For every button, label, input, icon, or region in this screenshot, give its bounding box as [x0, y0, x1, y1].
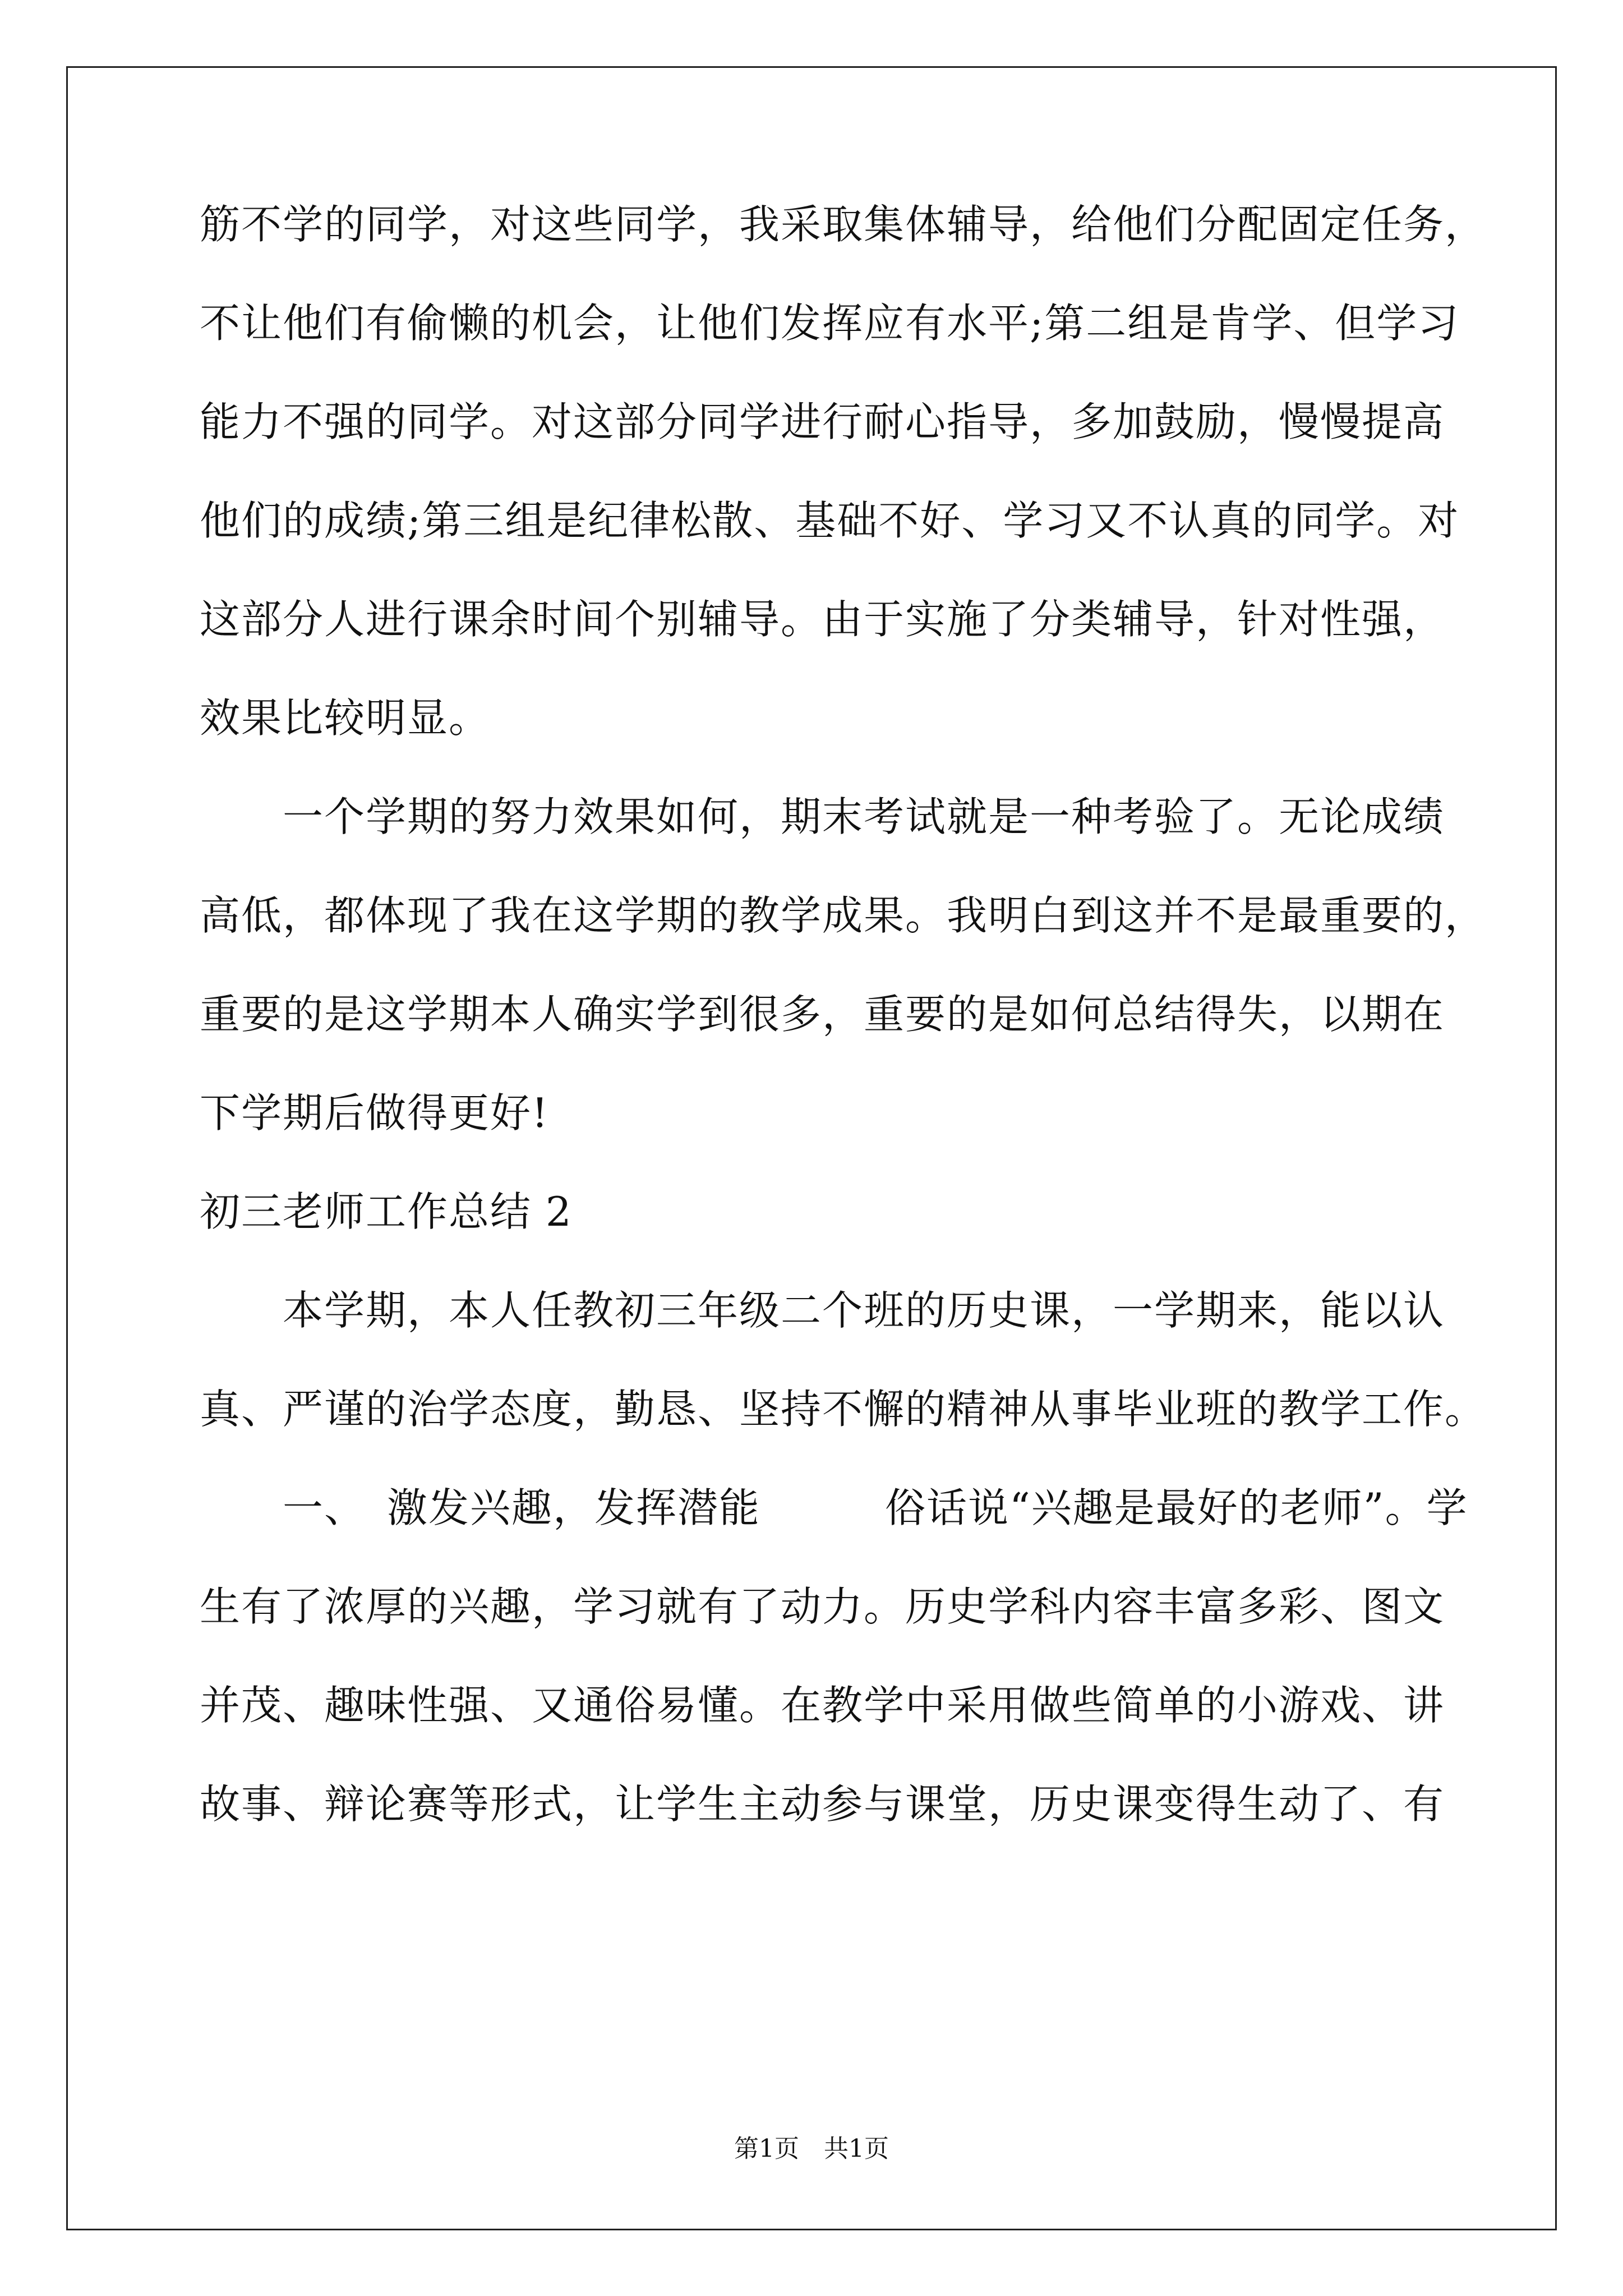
body-line: 筋不学的同学，对这些同学，我采取集体辅导，给他们分配固定任务， [200, 201, 1487, 248]
body-line: 效果比较明显。 [200, 694, 491, 742]
body-line: 能力不强的同学。对这部分同学进行耐心指导，多加鼓励，慢慢提高 [200, 398, 1445, 445]
body-line: 一、 激发兴趣，发挥潜能 俗话说“兴趣是最好的老师”。学 [200, 1484, 1468, 1531]
body-line: 下学期后做得更好! [200, 1089, 549, 1137]
body-line: 一个学期的努力效果如何，期末考试就是一种考验了。无论成绩 [200, 793, 1445, 840]
page-number-footer: 第1页 共1页 [734, 2134, 889, 2163]
section-heading: 初三老师工作总结 2 [200, 1188, 573, 1235]
body-line: 这部分人进行课余时间个别辅导。由于实施了分类辅导，针对性强， [200, 596, 1445, 643]
body-line: 故事、辩论赛等形式，让学生主动参与课堂，历史课变得生动了、有 [200, 1780, 1445, 1828]
body-line: 生有了浓厚的兴趣，学习就有了动力。历史学科内容丰富多彩、图文 [200, 1583, 1445, 1630]
page-border [66, 66, 1557, 2230]
body-line: 并茂、趣味性强、又通俗易懂。在教学中采用做些简单的小游戏、讲 [200, 1682, 1445, 1729]
body-line: 高低，都体现了我在这学期的教学成果。我明白到这并不是最重要的， [200, 892, 1487, 939]
body-line: 不让他们有偷懒的机会，让他们发挥应有水平;第二组是肯学、但学习 [200, 300, 1460, 347]
body-line: 真、严谨的治学态度，勤恳、坚持不懈的精神从事毕业班的教学工作。 [200, 1386, 1487, 1433]
body-line: 重要的是这学期本人确实学到很多，重要的是如何总结得失，以期在 [200, 991, 1445, 1038]
body-line: 本学期，本人任教初三年级二个班的历史课，一学期来，能以认 [200, 1287, 1445, 1334]
body-line: 他们的成绩;第三组是纪律松散、基础不好、学习又不认真的同学。对 [200, 497, 1460, 544]
